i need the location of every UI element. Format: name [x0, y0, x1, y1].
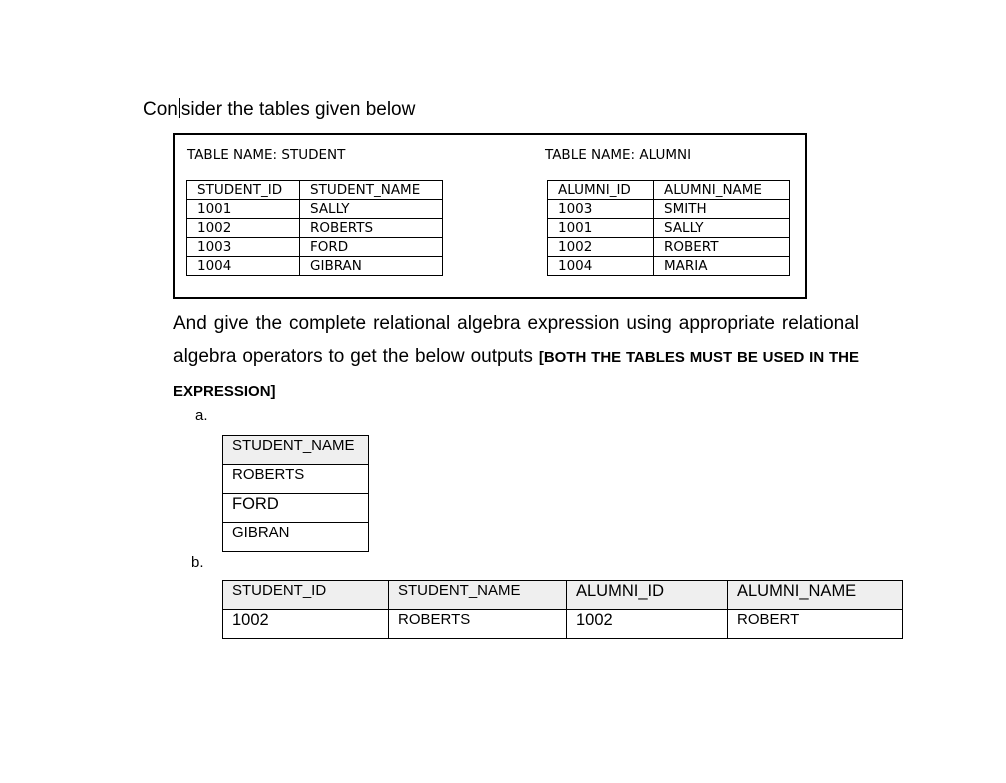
table-header-row — [548, 181, 790, 200]
intro-text-part1: Con — [143, 99, 178, 120]
alumni-table — [547, 180, 790, 276]
table-row — [187, 257, 443, 276]
table-cell: GIBRAN — [300, 257, 443, 276]
intro-text — [143, 98, 415, 121]
output-b-table — [222, 580, 903, 639]
table-row — [223, 494, 369, 523]
table-header-row — [223, 581, 903, 610]
table-row — [223, 523, 369, 552]
table-row — [548, 257, 790, 276]
output-b-label: b. — [191, 554, 204, 571]
table-cell: SALLY — [300, 200, 443, 219]
student-table-name: TABLE NAME: STUDENT — [187, 147, 346, 163]
table-cell: 1002 — [223, 610, 389, 639]
table-cell: 1004 — [187, 257, 300, 276]
table-row — [548, 219, 790, 238]
output-a-table — [222, 435, 369, 552]
instruction-paragraph — [173, 307, 859, 408]
table-cell: 1002 — [567, 610, 728, 639]
table-row — [187, 219, 443, 238]
table-cell: ROBERTS — [389, 610, 567, 639]
table-row — [548, 200, 790, 219]
table-cell: ROBERT — [654, 238, 790, 257]
table-cell: ROBERTS — [223, 465, 369, 494]
column-header: STUDENT_NAME — [389, 581, 567, 610]
column-header: STUDENT_ID — [187, 181, 300, 200]
column-header: STUDENT_NAME — [300, 181, 443, 200]
table-cell: FORD — [223, 494, 369, 523]
table-cell: SALLY — [654, 219, 790, 238]
table-cell: 1001 — [548, 219, 654, 238]
column-header: STUDENT_ID — [223, 581, 389, 610]
column-header: ALUMNI_NAME — [728, 581, 903, 610]
table-cell: SMITH — [654, 200, 790, 219]
column-header: ALUMNI_NAME — [654, 181, 790, 200]
alumni-table-name: TABLE NAME: ALUMNI — [545, 147, 692, 163]
table-row — [223, 465, 369, 494]
table-row — [187, 200, 443, 219]
table-cell: 1002 — [548, 238, 654, 257]
table-row — [548, 238, 790, 257]
table-cell: FORD — [300, 238, 443, 257]
column-header: STUDENT_NAME — [223, 436, 369, 465]
table-row — [223, 610, 903, 639]
table-cell: 1003 — [548, 200, 654, 219]
table-cell: 1003 — [187, 238, 300, 257]
table-cell: 1001 — [187, 200, 300, 219]
table-header-row — [187, 181, 443, 200]
table-row — [187, 238, 443, 257]
instruction-text: And give the complete relational algebra expression using appropriate relational algebra operators to get the below outputs — [173, 313, 859, 367]
table-cell: 1002 — [187, 219, 300, 238]
table-cell: MARIA — [654, 257, 790, 276]
intro-text-part2: sider the tables given below — [180, 99, 416, 120]
output-a-label: a. — [195, 407, 208, 424]
column-header: ALUMNI_ID — [548, 181, 654, 200]
table-cell: 1004 — [548, 257, 654, 276]
instruction-emphasis: [BOTH THE TABLES MUST BE USED IN THE EXPRESSION] — [173, 349, 859, 400]
table-cell: ROBERT — [728, 610, 903, 639]
table-cell: ROBERTS — [300, 219, 443, 238]
student-table — [186, 180, 443, 276]
text-cursor — [179, 98, 180, 118]
column-header: ALUMNI_ID — [567, 581, 728, 610]
source-tables-figure — [173, 133, 807, 299]
table-cell: GIBRAN — [223, 523, 369, 552]
table-header-row — [223, 436, 369, 465]
